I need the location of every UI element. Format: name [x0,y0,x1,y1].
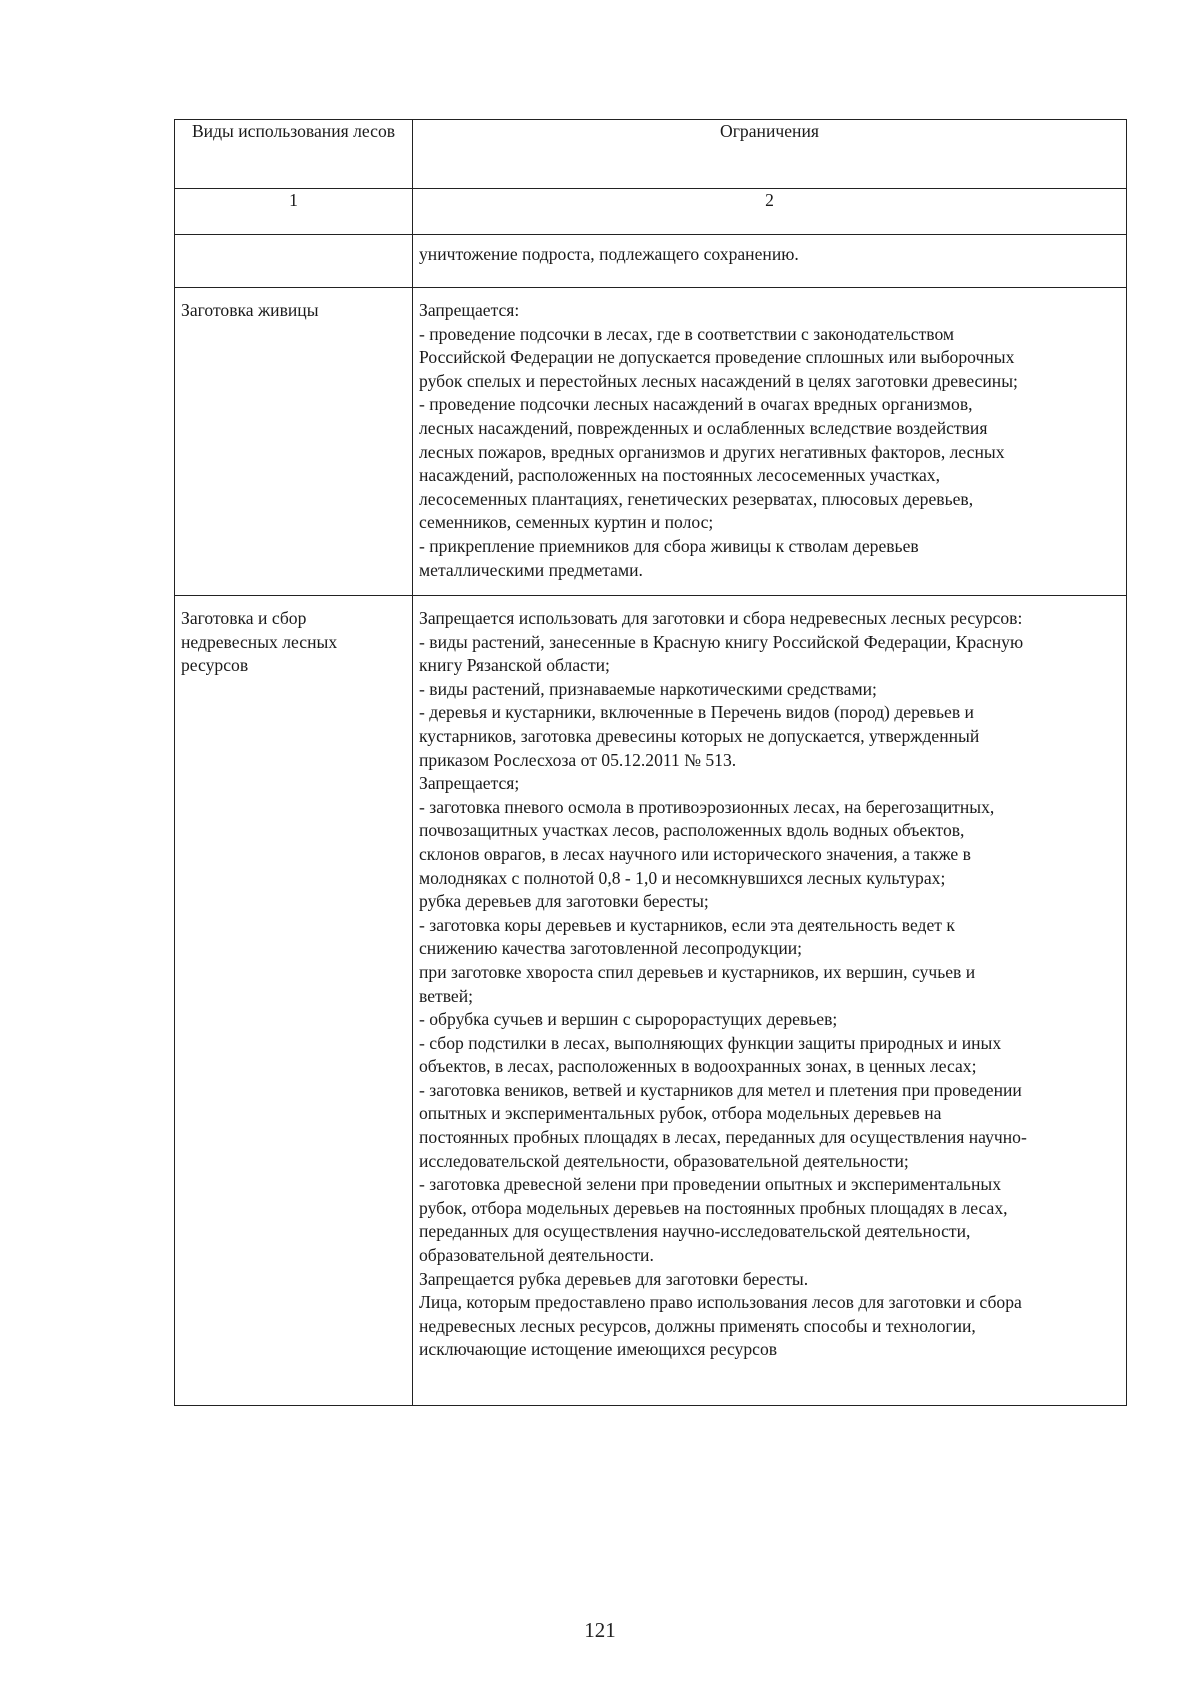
text-line: - заготовка коры деревьев и кустарников, если эта деятельность ведет к [419,914,955,935]
text-line: исключающие истощение имеющихся ресурсов [419,1339,778,1360]
text-line: склонов оврагов, в лесах научного или исторического значения, а также в [419,843,971,864]
text-line: рубок спелых и перестойных лесных насаждений в целях заготовки древесины; [419,370,1018,391]
text-line: опытных и экспериментальных рубок, отбора модельных деревьев на [419,1103,942,1124]
text-line: при заготовке хвороста спил деревьев и кустарников, их вершин, сучьев и [419,961,976,982]
use-type-label-line: ресурсов [181,655,249,676]
text-line: кустарников, заготовка древесины которых не допускается, утвержденный [419,725,980,746]
text-line: Лица, которым предоставлено право использования лесов для заготовки и сбора [419,1292,1022,1313]
column-number-1: 1 [175,189,413,235]
text-line: - виды растений, признаваемые наркотическими средствами; [419,678,877,699]
text-line: снижению качества заготовленной лесопродукции; [419,938,803,959]
header-limitations-label: Ограничения [720,121,819,141]
text-line: - заготовка веников, ветвей и кустарников для метел и плетения при проведении [419,1079,1022,1100]
limitations-cell [413,288,1127,596]
use-type-cell [175,288,413,596]
text-line: - заготовка древесной зелени при проведении опытных и экспериментальных [419,1174,1001,1195]
limitations-cell [413,235,1127,288]
text-line: - заготовка пневого осмола в противоэрозионных лесах, на берегозащитных, [419,796,995,817]
text-line: ветвей; [419,985,474,1006]
use-type-cell [175,596,413,1406]
text-line: - прикрепление приемников для сбора живицы к стволам деревьев [419,535,919,556]
text-line: образовательной деятельности. [419,1245,654,1266]
text-line: - проведение подсочки лесных насаждений в очагах вредных организмов, [419,394,973,415]
text-line: недревесных лесных ресурсов, должны применять способы и технологии, [419,1315,976,1336]
text-line: Запрещается рубка деревьев для заготовки бересты. [419,1268,809,1289]
use-type-cell [175,235,413,288]
text-line: приказом Рослесхоза от 05.12.2011 № 513. [419,749,737,770]
text-line: Запрещается; [419,773,520,794]
text-line: почвозащитных участках лесов, расположенных вдоль водных объектов, [419,820,965,841]
text-line: рубка деревьев для заготовки бересты; [419,891,709,912]
table-row [175,596,1127,1406]
text-line: - проведение подсочки в лесах, где в соответствии с законодательством [419,323,955,344]
column-number-2: 2 [413,189,1127,235]
table-row [175,235,1127,288]
text-line: рубок, отбора модельных деревьев на постоянных пробных площадях в лесах, [419,1197,1008,1218]
text-line: лесных пожаров, вредных организмов и других негативных факторов, лесных [419,441,1005,462]
text-line: семенников, семенных куртин и полос; [419,512,714,533]
text-line: - обрубка сучьев и вершин с сыророрастущих деревьев; [419,1009,838,1030]
text-line: Запрещается использовать для заготовки и сбора недревесных лесных ресурсов: [419,608,1023,628]
text-line: металлическими предметами. [419,559,643,580]
text-line: объектов, в лесах, расположенных в водоохранных зонах, в ценных лесах; [419,1056,977,1077]
text-line: постоянных пробных площадях в лесах, переданных для осуществления научно- [419,1127,1027,1148]
text-line: - сбор подстилки в лесах, выполняющих функции защиты природных и иных [419,1032,1002,1053]
text-line: Запрещается: [419,300,520,320]
text-line: переданных для осуществления научно-исследовательской деятельности, [419,1221,971,1242]
use-type-label-line: Заготовка и сбор [181,608,307,628]
limitations-cell [413,596,1127,1406]
text-line: книгу Рязанской области; [419,655,610,676]
text-line: уничтожение подроста, подлежащего сохранению. [419,244,799,264]
text-line: исследовательской деятельности, образовательной деятельности; [419,1150,909,1171]
header-use-types-label: Виды использования лесов [191,121,396,141]
use-type-label-line: недревесных лесных [181,631,338,652]
text-line: лесосеменных плантациях, генетических резерватах, плюсовых деревьев, [419,488,974,509]
table-row [175,288,1127,596]
text-line: - виды растений, занесенные в Красную книгу Российской Федерации, Красную [419,631,1024,652]
text-line: - деревья и кустарники, включенные в Перечень видов (пород) деревьев и [419,702,974,723]
table-header-row [175,120,1127,189]
text-line: лесных насаждений, поврежденных и ослабленных вследствие воздействия [419,417,988,438]
text-line: Российской Федерации не допускается проведение сплошных или выборочных [419,347,1015,368]
text-line: насаждений, расположенных на постоянных лесосеменных участках, [419,465,941,486]
use-type-label: Заготовка живицы [181,300,319,320]
forest-use-limitations-table [174,119,1127,1406]
header-limitations [413,120,1127,189]
header-use-types [175,120,413,189]
text-line: молодняках с полнотой 0,8 - 1,0 и несомкнувшихся лесных культурах; [419,867,946,888]
column-number-row [175,189,1127,235]
page-number: 121 [584,1618,616,1642]
